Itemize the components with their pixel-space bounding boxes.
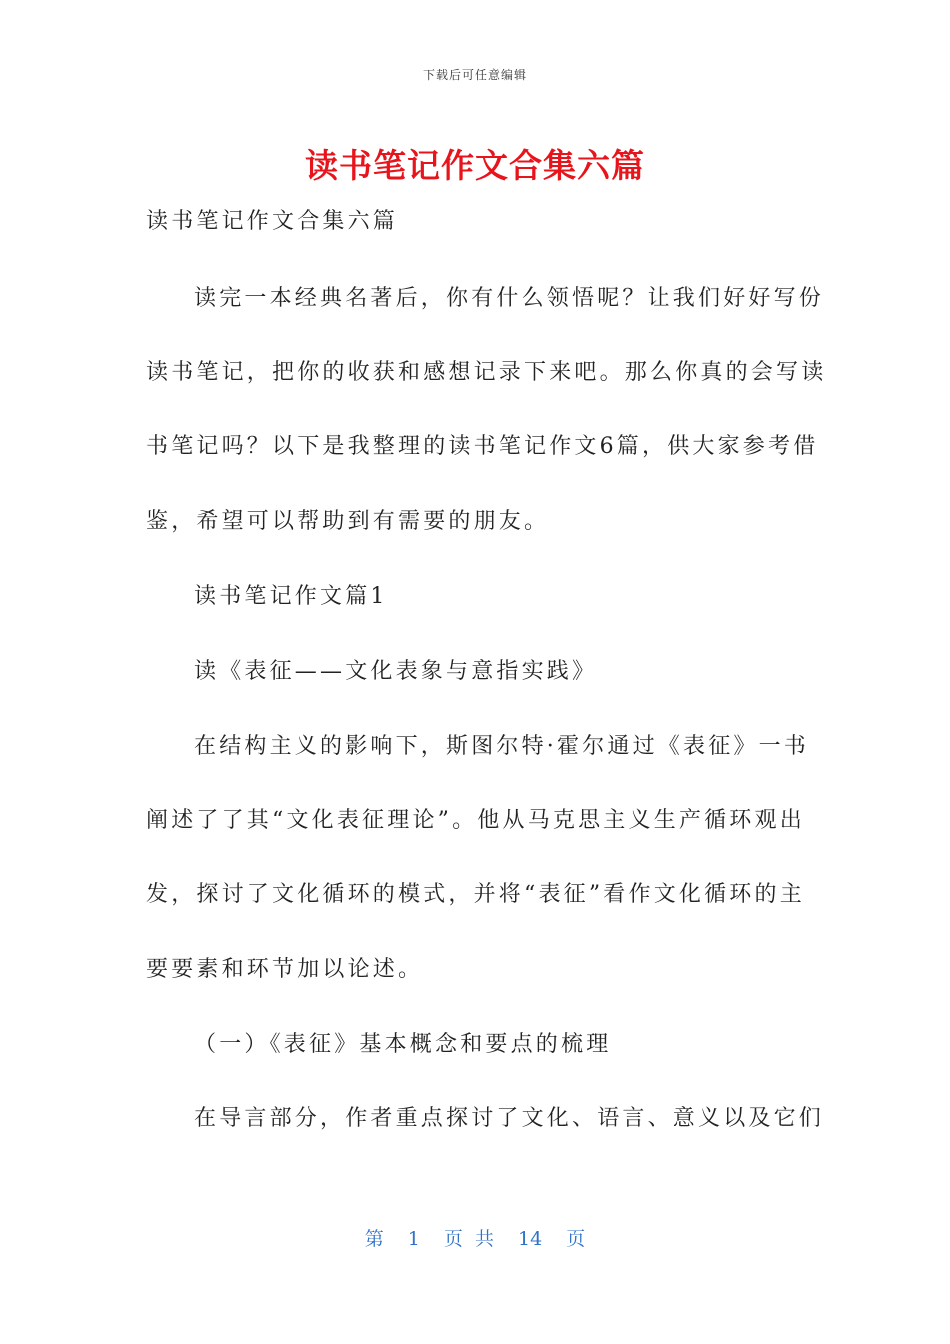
page-footer (0, 1224, 950, 1251)
section-subheading: 读《表征——文化表象与意指实践》 (194, 659, 598, 684)
footer-prefix: 第 (364, 1228, 384, 1250)
footer-suffix: 页 (566, 1228, 586, 1250)
paragraph-line: 阐述了了其“文化表征理论”。他从马克思主义生产循环观出 (146, 808, 805, 833)
section-subheading: （一）《表征》基本概念和要点的梳理 (194, 1032, 612, 1057)
paragraph-line: 读完一本经典名著后，你有什么领悟呢？让我们好好写份 (194, 286, 825, 311)
paragraph-line: 在导言部分，作者重点探讨了文化、语言、意义以及它们 (194, 1106, 825, 1131)
section-heading: 读书笔记作文篇1 (194, 584, 388, 609)
document-title: 读书笔记作文合集六篇 (305, 146, 645, 185)
footer-page-number: 1 (407, 1228, 420, 1250)
footer-mid: 页 共 (443, 1228, 494, 1250)
paragraph-line: 鉴，希望可以帮助到有需要的朋友。 (146, 509, 550, 534)
page-header: 下载后可任意编辑 (422, 68, 527, 82)
paragraph-line: 在结构主义的影响下，斯图尔特·霍尔通过《表征》一书 (194, 734, 809, 759)
subtitle-line: 读书笔记作文合集六篇 (146, 209, 399, 234)
footer-total-pages: 14 (518, 1228, 543, 1250)
paragraph-line: 书笔记吗？以下是我整理的读书笔记作文6篇，供大家参考借 (146, 434, 819, 459)
paragraph-line: 要要素和环节加以论述。 (146, 957, 424, 982)
paragraph-line: 发，探讨了文化循环的模式，并将“表征”看作文化循环的主 (146, 882, 805, 907)
paragraph-line: 读书笔记，把你的收获和感想记录下来吧。那么你真的会写读 (146, 360, 827, 385)
